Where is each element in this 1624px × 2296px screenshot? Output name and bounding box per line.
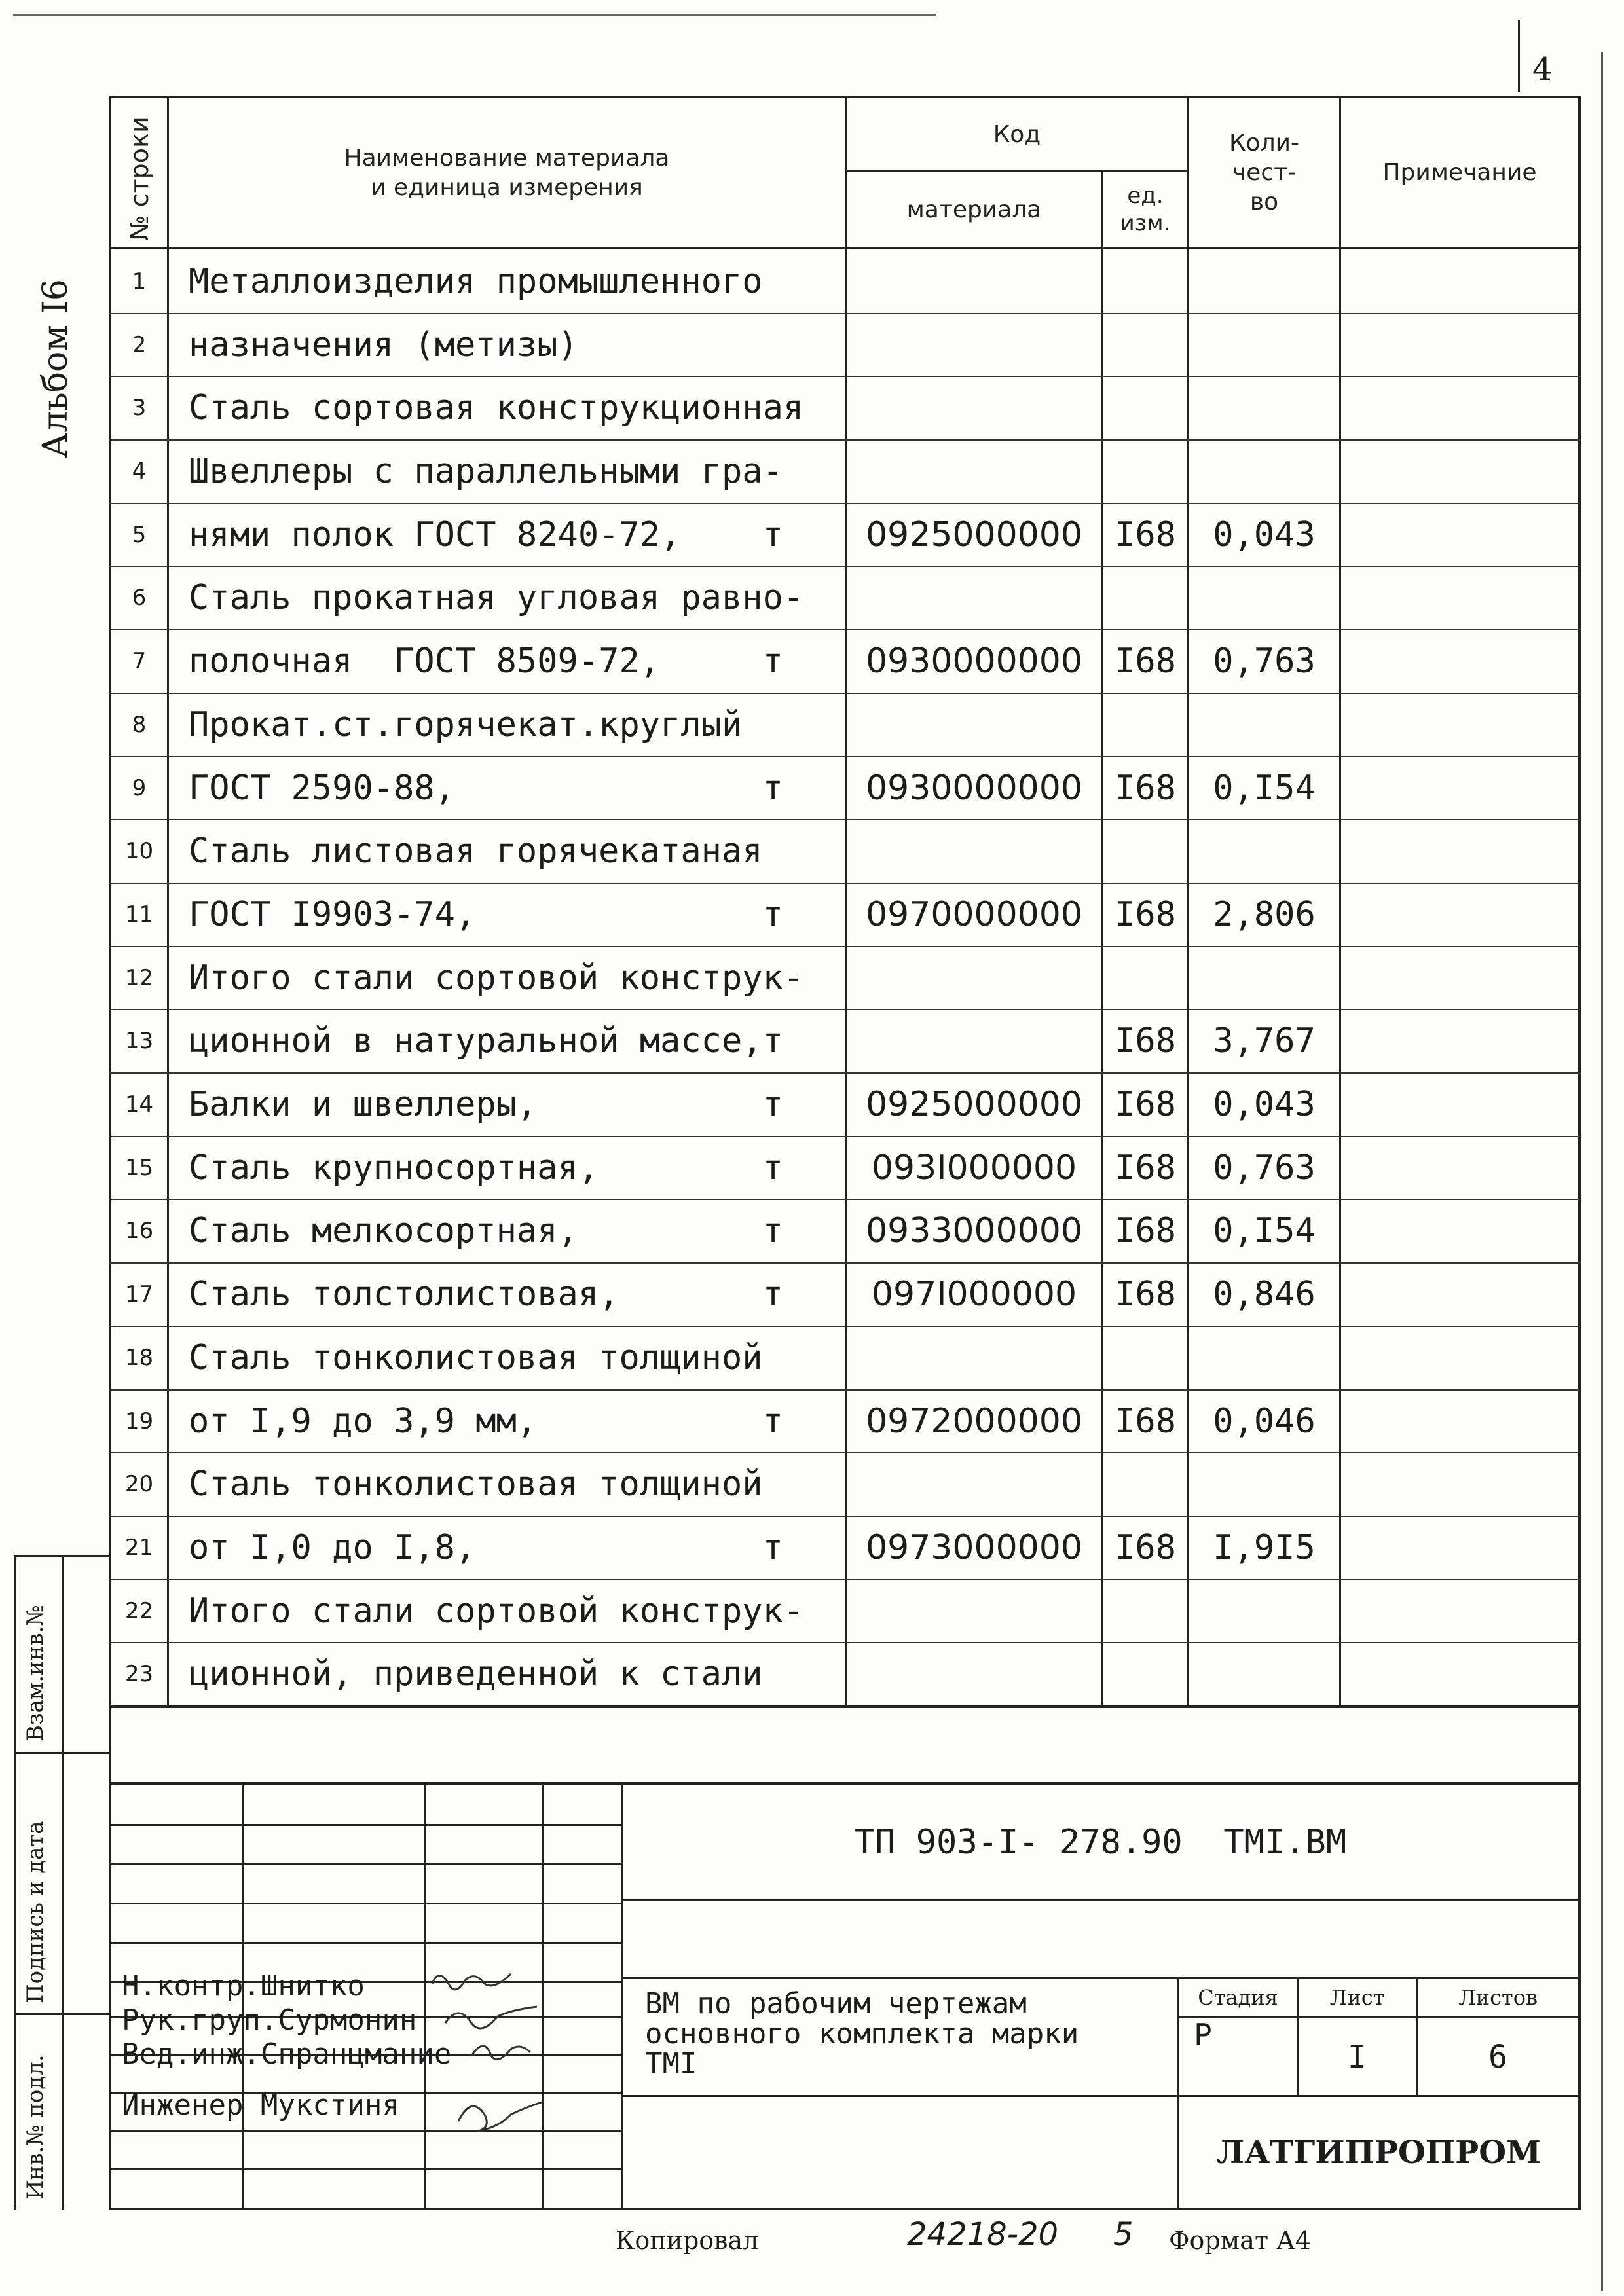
material-name: Сталь тонколистовая толщиной [189, 1338, 763, 1377]
side-label-podpis: Подпись и дата [22, 1821, 48, 2003]
row-number: 16 [124, 1217, 154, 1244]
unit-code: I68 [1115, 1148, 1176, 1188]
material-code: 093I000000 [871, 1148, 1077, 1188]
header-note: Примечание [1382, 159, 1537, 186]
row-number: 10 [124, 837, 154, 864]
sig-row-3 [109, 1903, 621, 1904]
footer-format: Формат А4 [1169, 2226, 1312, 2255]
row-number: 4 [132, 458, 147, 484]
material-code: 0972000000 [866, 1401, 1082, 1441]
quantity [1189, 1579, 1339, 1643]
unit-code [1103, 1642, 1187, 1705]
material-code [847, 313, 1101, 376]
material-name: Сталь крупносортная, т [189, 1148, 783, 1188]
material-name: Сталь толстолистовая, т [189, 1274, 783, 1314]
unit-code [1103, 566, 1187, 629]
stage-value: Р [1194, 2017, 1212, 2052]
unit-code [1103, 1452, 1187, 1516]
material-code [847, 249, 1101, 313]
quantity [1189, 693, 1339, 756]
sheets-value: 6 [1488, 2038, 1507, 2075]
material-name: Итого стали сортовой конструк- [189, 1591, 804, 1631]
quantity [1189, 1326, 1339, 1389]
material-name: ГОСТ 2590-88, т [189, 768, 783, 808]
material-code [847, 1326, 1101, 1389]
quantity [1189, 1452, 1339, 1516]
row-number: 1 [132, 268, 147, 295]
material-name: нями полок ГОСТ 8240-72, т [189, 515, 783, 555]
unit-code: I68 [1115, 1401, 1176, 1441]
signer-1: Н.контр.Шнитко [122, 1969, 365, 2003]
material-code [847, 439, 1101, 503]
unit-code [1103, 313, 1187, 376]
side-strip-top [14, 1555, 110, 1557]
side-strip-div1 [14, 1752, 110, 1754]
material-code [847, 376, 1101, 439]
header-code-material: материала [906, 196, 1042, 223]
material-code: 0933000000 [866, 1211, 1082, 1250]
unit-code [1103, 946, 1187, 1010]
unit-code: I68 [1115, 1211, 1176, 1250]
quantity: 0,846 [1213, 1274, 1316, 1314]
unit-code [1103, 1579, 1187, 1643]
footer-sheet: 5 [1113, 2216, 1134, 2253]
quantity [1189, 1642, 1339, 1705]
material-name: ционной в натуральной массе,т [189, 1021, 783, 1061]
header-quantity: Коли- чест- во [1229, 130, 1299, 215]
material-code [847, 946, 1101, 1010]
row-number: 5 [132, 521, 147, 548]
material-code [847, 1452, 1101, 1516]
sig-row-10 [109, 2168, 621, 2170]
material-code [847, 693, 1101, 756]
sig-row-1 [109, 1824, 621, 1826]
sheet-value: I [1348, 2038, 1367, 2075]
quantity: 0,046 [1213, 1401, 1316, 1441]
row-number: 20 [124, 1470, 154, 1497]
footer-number: 24218-20 [907, 2216, 1059, 2253]
side-label-vzam: Взам.инв.№ [22, 1605, 48, 1741]
row-number: 19 [124, 1408, 154, 1434]
row-number: 7 [132, 647, 147, 674]
side-strip-left [14, 1555, 16, 2210]
side-label-inv: Инв.№ подл. [22, 2054, 48, 2200]
unit-code [1103, 1326, 1187, 1389]
row-number: 14 [124, 1091, 154, 1118]
row-number: 21 [124, 1534, 154, 1561]
quantity: 0,043 [1213, 515, 1316, 555]
row-number: 3 [132, 394, 147, 421]
unit-code [1103, 439, 1187, 503]
page-number-rule [1518, 20, 1520, 92]
quantity: 0,I54 [1213, 1211, 1316, 1250]
material-name: ГОСТ I9903-74, т [189, 894, 783, 934]
quantity: 2,806 [1213, 894, 1316, 934]
material-code: 0973000000 [866, 1527, 1082, 1567]
top-rule [13, 14, 936, 16]
material-name: Швеллеры с параллельными гра- [189, 451, 783, 491]
quantity [1189, 313, 1339, 376]
material-name: Сталь тонколистовая толщиной [189, 1464, 763, 1504]
row-number: 13 [124, 1027, 154, 1054]
sig-row-2 [109, 1863, 621, 1865]
unit-code: I68 [1115, 894, 1176, 934]
row-number: 2 [132, 331, 147, 358]
material-code: 097I000000 [871, 1274, 1077, 1314]
table-right-border [1578, 96, 1581, 2210]
material-name: Сталь прокатная угловая равно- [189, 577, 804, 617]
material-code [847, 1642, 1101, 1705]
material-name: от I,0 до I,8, т [189, 1527, 783, 1567]
row-number: 6 [132, 584, 147, 611]
quantity [1189, 249, 1339, 313]
signer-2: Рук.груп.Сурмонин [122, 2003, 417, 2037]
unit-code [1103, 693, 1187, 756]
album-label: Альбом I6 [36, 279, 75, 458]
quantity [1189, 819, 1339, 883]
row-number: 9 [132, 774, 147, 801]
signer-4: Инженер Мукстиня [122, 2088, 399, 2122]
unit-code: I68 [1115, 1274, 1176, 1314]
quantity [1189, 566, 1339, 629]
page-number: 4 [1532, 51, 1553, 88]
material-name: Сталь листовая горячекатаная [189, 831, 763, 871]
footer-copied: Копировал [616, 2226, 759, 2255]
row-number: 23 [124, 1660, 154, 1687]
material-name: Металлоизделия промышленного [189, 261, 763, 301]
material-code [847, 1579, 1101, 1643]
sig-row-4 [109, 1942, 621, 1944]
row-number: 15 [124, 1154, 154, 1181]
quantity [1189, 946, 1339, 1010]
organization-name: ЛАТГИПРОПРОМ [1216, 2134, 1541, 2171]
quantity: I,9I5 [1213, 1527, 1316, 1567]
quantity: 0,763 [1213, 1148, 1316, 1188]
unit-code: I68 [1115, 1527, 1176, 1567]
header-name: Наименование материала и единица измерения [344, 144, 670, 201]
document-code: ТП 903-I- 278.90 ТМI.ВМ [854, 1822, 1347, 1862]
row-number: 17 [124, 1281, 154, 1307]
row-number: 8 [132, 711, 147, 738]
side-strip-mid [62, 1555, 64, 2210]
rows-bottom-line [109, 1705, 1581, 1708]
unit-code: I68 [1115, 1084, 1176, 1124]
material-code [847, 1009, 1101, 1072]
material-code [847, 566, 1101, 629]
material-name: от I,9 до 3,9 мм, т [189, 1401, 783, 1441]
unit-code: I68 [1115, 768, 1176, 808]
material-code: 0925000000 [866, 515, 1082, 555]
unit-code: I68 [1115, 1021, 1176, 1061]
material-name: Балки и швеллеры, т [189, 1084, 783, 1124]
unit-code: I68 [1115, 515, 1176, 555]
material-code: 0970000000 [866, 894, 1082, 934]
material-name: Сталь сортовая конструкционная [189, 388, 804, 428]
quantity: 3,767 [1213, 1021, 1316, 1061]
material-code: 0930000000 [866, 641, 1082, 681]
material-name: назначения (метизы) [189, 325, 578, 365]
side-strip-div2 [14, 2013, 110, 2015]
quantity [1189, 376, 1339, 439]
unit-code [1103, 376, 1187, 439]
document-title: ВМ по рабочим чертежам основного комплекта марки ТМI [645, 1987, 1079, 2081]
header-row-number: № строки [125, 117, 154, 241]
material-name: Прокат.ст.горячекат.круглый [189, 704, 743, 744]
material-name: полочная ГОСТ 8509-72, т [189, 641, 783, 681]
col-line-5 [1339, 96, 1341, 1706]
unit-code [1103, 249, 1187, 313]
sheets-label: Листов [1458, 1985, 1538, 2010]
quantity: 0,I54 [1213, 768, 1316, 808]
sheet-label: Лист [1329, 1985, 1385, 2010]
quantity [1189, 439, 1339, 503]
row-number: 18 [124, 1344, 154, 1371]
unit-code: I68 [1115, 641, 1176, 681]
material-name: Сталь мелкосортная, т [189, 1211, 783, 1250]
table-bottom-border [109, 2208, 1581, 2210]
material-code: 0930000000 [866, 768, 1082, 808]
material-name: ционной, приведенной к стали [189, 1654, 763, 1694]
row-number: 12 [124, 964, 154, 991]
material-code: 0925000000 [866, 1084, 1082, 1124]
header-code-unit: ед. изм. [1120, 182, 1171, 236]
quantity: 0,043 [1213, 1084, 1316, 1124]
stage-label: Стадия [1198, 1985, 1278, 2010]
stamp-code-bottom [621, 1899, 1581, 1901]
signature-scribbles [419, 1958, 602, 2154]
unit-code [1103, 819, 1187, 883]
material-code [847, 819, 1101, 883]
row-number: 22 [124, 1597, 154, 1624]
right-margin-line [1601, 52, 1603, 2291]
header-code: Код [993, 120, 1041, 148]
row-number: 11 [124, 901, 154, 928]
material-name: Итого стали сортовой конструк- [189, 958, 804, 998]
quantity: 0,763 [1213, 641, 1316, 681]
signer-3: Вед.инж.Спранцмание [122, 2037, 452, 2071]
